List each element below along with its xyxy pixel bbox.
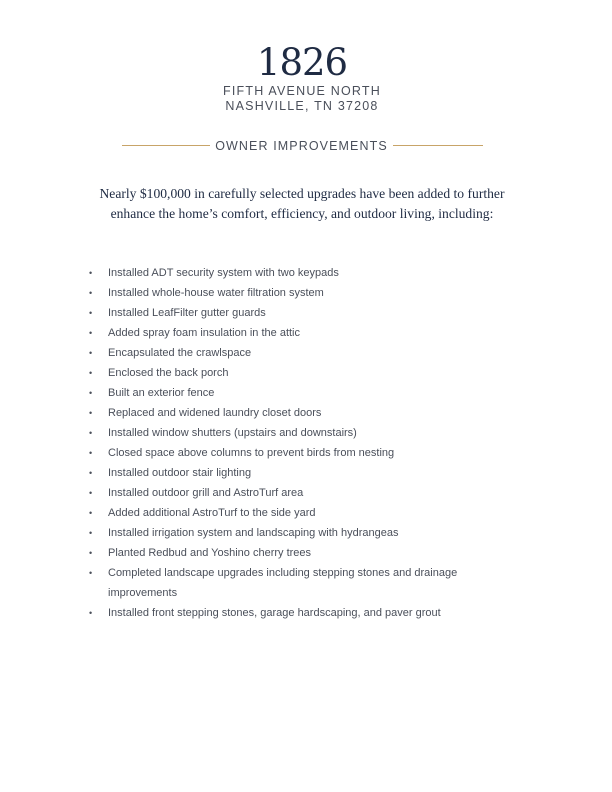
- list-item-text: Installed window shutters (upstairs and downstairs): [108, 427, 357, 439]
- list-item-text: Installed front stepping stones, garage hardscaping, and paver grout: [108, 607, 441, 619]
- list-item: [89, 363, 529, 383]
- list-item: [89, 463, 529, 483]
- list-item: [89, 403, 529, 423]
- list-item-text: Completed landscape upgrades including stepping stones and drainage improvements: [108, 567, 458, 599]
- list-item-text: Built an exterior fence: [108, 387, 215, 399]
- list-item: [89, 303, 529, 323]
- list-item: [89, 563, 529, 603]
- bullet-icon: •: [89, 408, 93, 418]
- list-item: [89, 503, 529, 523]
- bullet-icon: •: [89, 348, 93, 358]
- bullet-icon: •: [89, 448, 93, 458]
- list-item-text: Installed ADT security system with two keypads: [108, 267, 339, 279]
- list-item-text: Planted Redbud and Yoshino cherry trees: [108, 547, 312, 559]
- bullet-icon: •: [89, 528, 93, 538]
- list-item: [89, 283, 529, 303]
- list-item-text: Installed outdoor stair lighting: [108, 467, 252, 479]
- bullet-icon: •: [89, 488, 93, 498]
- list-item-text: Replaced and widened laundry closet doors: [108, 407, 322, 419]
- list-item-text: Closed space above columns to prevent birds from nesting: [108, 447, 395, 459]
- list-item: [89, 263, 529, 283]
- list-item: [89, 483, 529, 503]
- bullet-icon: •: [89, 388, 93, 398]
- bullet-icon: •: [89, 508, 93, 518]
- list-item-text: Added additional AstroTurf to the side yard: [108, 507, 316, 519]
- list-item-text: Installed whole-house water filtration system: [108, 287, 324, 299]
- street-address: FIFTH AVENUE NORTH: [223, 84, 381, 98]
- list-item-text: Installed LeafFilter gutter guards: [108, 307, 266, 319]
- list-item: [89, 603, 529, 623]
- section-title: OWNER IMPROVEMENTS: [215, 139, 388, 153]
- list-item: [89, 323, 529, 343]
- bullet-icon: •: [89, 428, 93, 438]
- house-number: 1826: [256, 41, 348, 84]
- list-item-text: Installed irrigation system and landscaping with hydrangeas: [108, 527, 399, 539]
- bullet-icon: •: [89, 568, 93, 578]
- bullet-icon: •: [89, 328, 93, 338]
- list-item: [89, 443, 529, 463]
- bullet-icon: •: [89, 608, 93, 618]
- bullet-icon: •: [89, 468, 93, 478]
- section-heading: [0, 137, 604, 155]
- list-item: [89, 423, 529, 443]
- list-item: [89, 343, 529, 363]
- bullet-icon: •: [89, 288, 93, 298]
- improvements-list: [89, 263, 529, 623]
- bullet-icon: •: [89, 368, 93, 378]
- city-state-zip: NASHVILLE, TN 37208: [225, 99, 379, 113]
- list-item: [89, 383, 529, 403]
- list-item-text: Added spray foam insulation in the attic: [108, 327, 301, 339]
- list-item: [89, 543, 529, 563]
- heading-rule-right: [393, 145, 483, 146]
- intro-paragraph: Nearly $100,000 in carefully selected upgrades have been added to further enhance the home’s comfort, efficiency, and outdoor living, including:: [99, 186, 505, 221]
- list-item: [89, 523, 529, 543]
- list-item-text: Encapsulated the crawlspace: [108, 347, 252, 359]
- bullet-icon: •: [89, 548, 93, 558]
- heading-rule-left: [122, 145, 210, 146]
- bullet-icon: •: [89, 268, 93, 278]
- list-item-text: Installed outdoor grill and AstroTurf area: [108, 487, 304, 499]
- list-item-text: Enclosed the back porch: [108, 367, 229, 379]
- bullet-icon: •: [89, 308, 93, 318]
